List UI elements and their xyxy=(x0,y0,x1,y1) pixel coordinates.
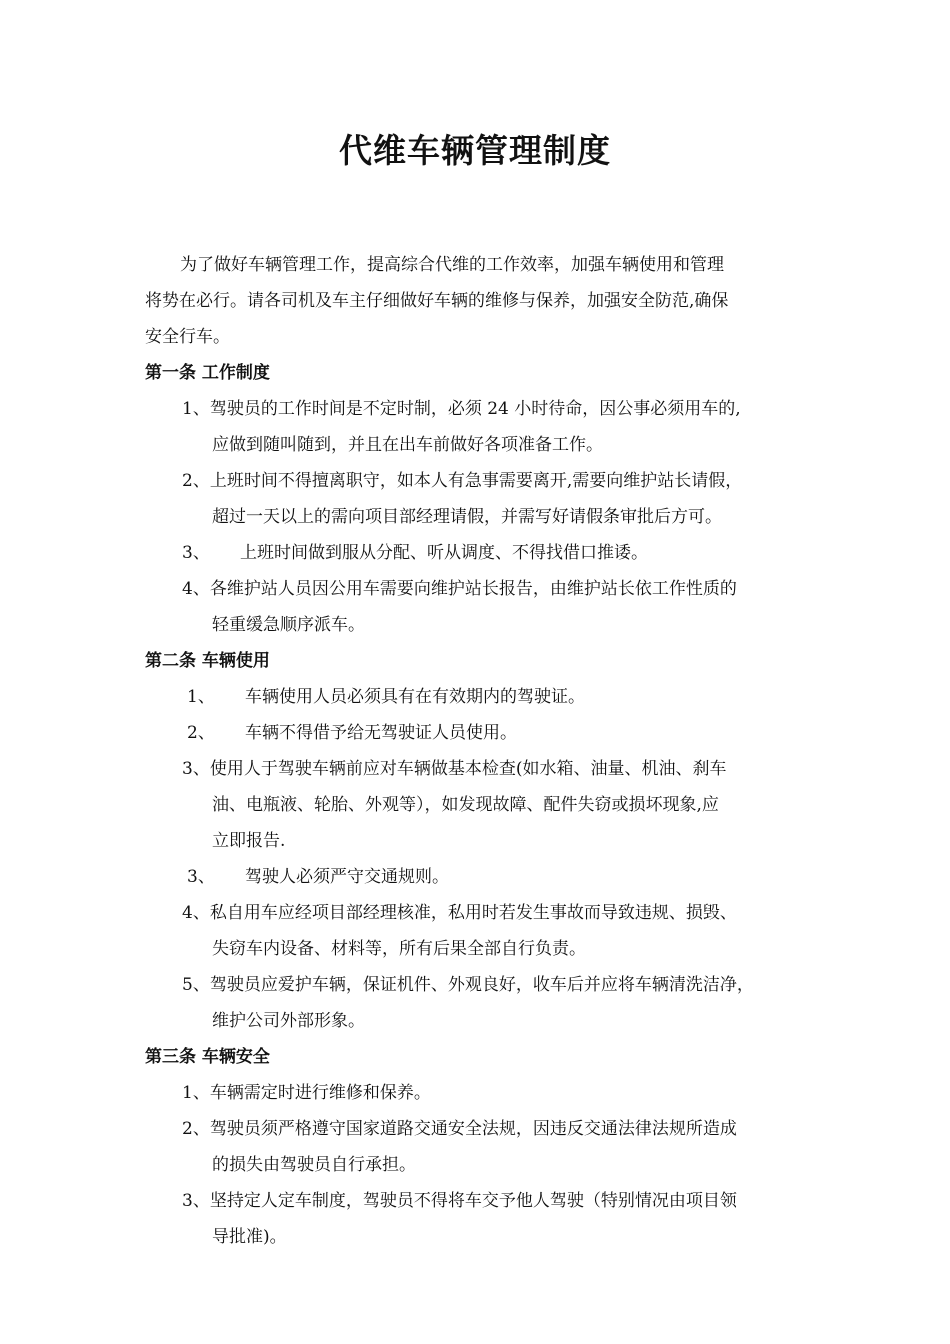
list-item xyxy=(187,865,449,889)
item-number: 1、 xyxy=(187,687,215,707)
list-item xyxy=(182,901,737,925)
item-number: 3、 xyxy=(187,867,215,887)
item-number: 4、 xyxy=(182,903,210,923)
item-text: 车辆需定时进行维修和保养。 xyxy=(209,1083,431,1103)
item-number: 3、 xyxy=(182,543,210,563)
item-number: 2、 xyxy=(182,1119,210,1139)
item-text: 车辆不得借予给无驾驶证人员使用。 xyxy=(245,723,517,743)
item-text: 上班时间做到服从分配、听从调度、不得找借口推诿。 xyxy=(240,543,648,563)
intro-line-2: 将势在必行。请各司机及车主仔细做好车辆的维修与保养，加强安全防范,确保 xyxy=(145,291,729,311)
list-item xyxy=(182,1189,737,1213)
section-heading-vehicle-safety: 第三条 车辆安全 xyxy=(145,1047,270,1067)
item-continuation: 维护公司外部形象。 xyxy=(212,1011,365,1031)
item-continuation: 应做到随叫随到，并且在出车前做好各项准备工作。 xyxy=(212,435,603,455)
item-number: 2、 xyxy=(182,471,210,491)
item-text: 驾驶员的工作时间是不定时制，必须 24 小时待命，因公事必须用车的, xyxy=(209,399,741,419)
item-continuation: 油、电瓶液、轮胎、外观等），如发现故障、配件失窃或损坏现象,应 xyxy=(212,795,719,815)
item-continuation: 的损失由驾驶员自行承担。 xyxy=(212,1155,416,1175)
item-number: 4、 xyxy=(182,579,210,599)
document-title: 代维车辆管理制度 xyxy=(339,131,611,170)
item-continuation: 立即报告. xyxy=(212,831,286,851)
item-number: 1、 xyxy=(182,399,210,419)
item-text: 驾驶员须严格遵守国家道路交通安全法规，因违反交通法律法规所造成 xyxy=(209,1119,737,1139)
item-text: 私自用车应经项目部经理核准，私用时若发生事故而导致违规、损毁、 xyxy=(209,903,737,923)
list-item xyxy=(182,973,754,997)
list-item xyxy=(182,757,726,781)
list-item xyxy=(182,469,742,493)
list-item xyxy=(182,1081,431,1105)
item-text: 各维护站人员因公用车需要向维护站长报告，由维护站长依工作性质的 xyxy=(209,579,737,599)
list-item xyxy=(182,397,741,421)
list-item xyxy=(182,1117,737,1141)
item-number: 5、 xyxy=(182,975,210,995)
section-heading-work-system: 第一条 工作制度 xyxy=(145,363,270,383)
section-heading-vehicle-use: 第二条 车辆使用 xyxy=(145,651,270,671)
item-continuation: 超过一天以上的需向项目部经理请假，并需写好请假条审批后方可。 xyxy=(212,507,722,527)
intro-line-3: 安全行车。 xyxy=(145,327,230,347)
item-text: 车辆使用人员必须具有在有效期内的驾驶证。 xyxy=(245,687,585,707)
item-number: 1、 xyxy=(182,1083,210,1103)
item-text: 驾驶人必须严守交通规则。 xyxy=(245,867,449,887)
item-number: 3、 xyxy=(182,759,210,779)
item-text: 上班时间不得擅离职守，如本人有急事需要离开,需要向维护站长请假， xyxy=(209,471,743,491)
list-item xyxy=(187,721,517,745)
item-number: 2、 xyxy=(187,723,215,743)
item-text: 驾驶员应爱护车辆，保证机件、外观良好，收车后并应将车辆清洗洁净， xyxy=(209,975,754,995)
item-text: 使用人于驾驶车辆前应对车辆做基本检查(如水箱、油量、机油、刹车 xyxy=(209,759,727,779)
item-text: 坚持定人定车制度，驾驶员不得将车交予他人驾驶（特别情况由项目领 xyxy=(209,1191,737,1211)
item-number: 3、 xyxy=(182,1191,210,1211)
item-continuation: 轻重缓急顺序派车。 xyxy=(212,615,365,635)
list-item xyxy=(182,577,737,601)
intro-line-1: 为了做好车辆管理工作，提高综合代维的工作效率，加强车辆使用和管理 xyxy=(180,255,724,275)
list-item xyxy=(182,541,648,565)
item-continuation: 导批准)。 xyxy=(212,1227,287,1247)
list-item xyxy=(187,685,585,709)
item-continuation: 失窃车内设备、材料等，所有后果全部自行负责。 xyxy=(212,939,586,959)
